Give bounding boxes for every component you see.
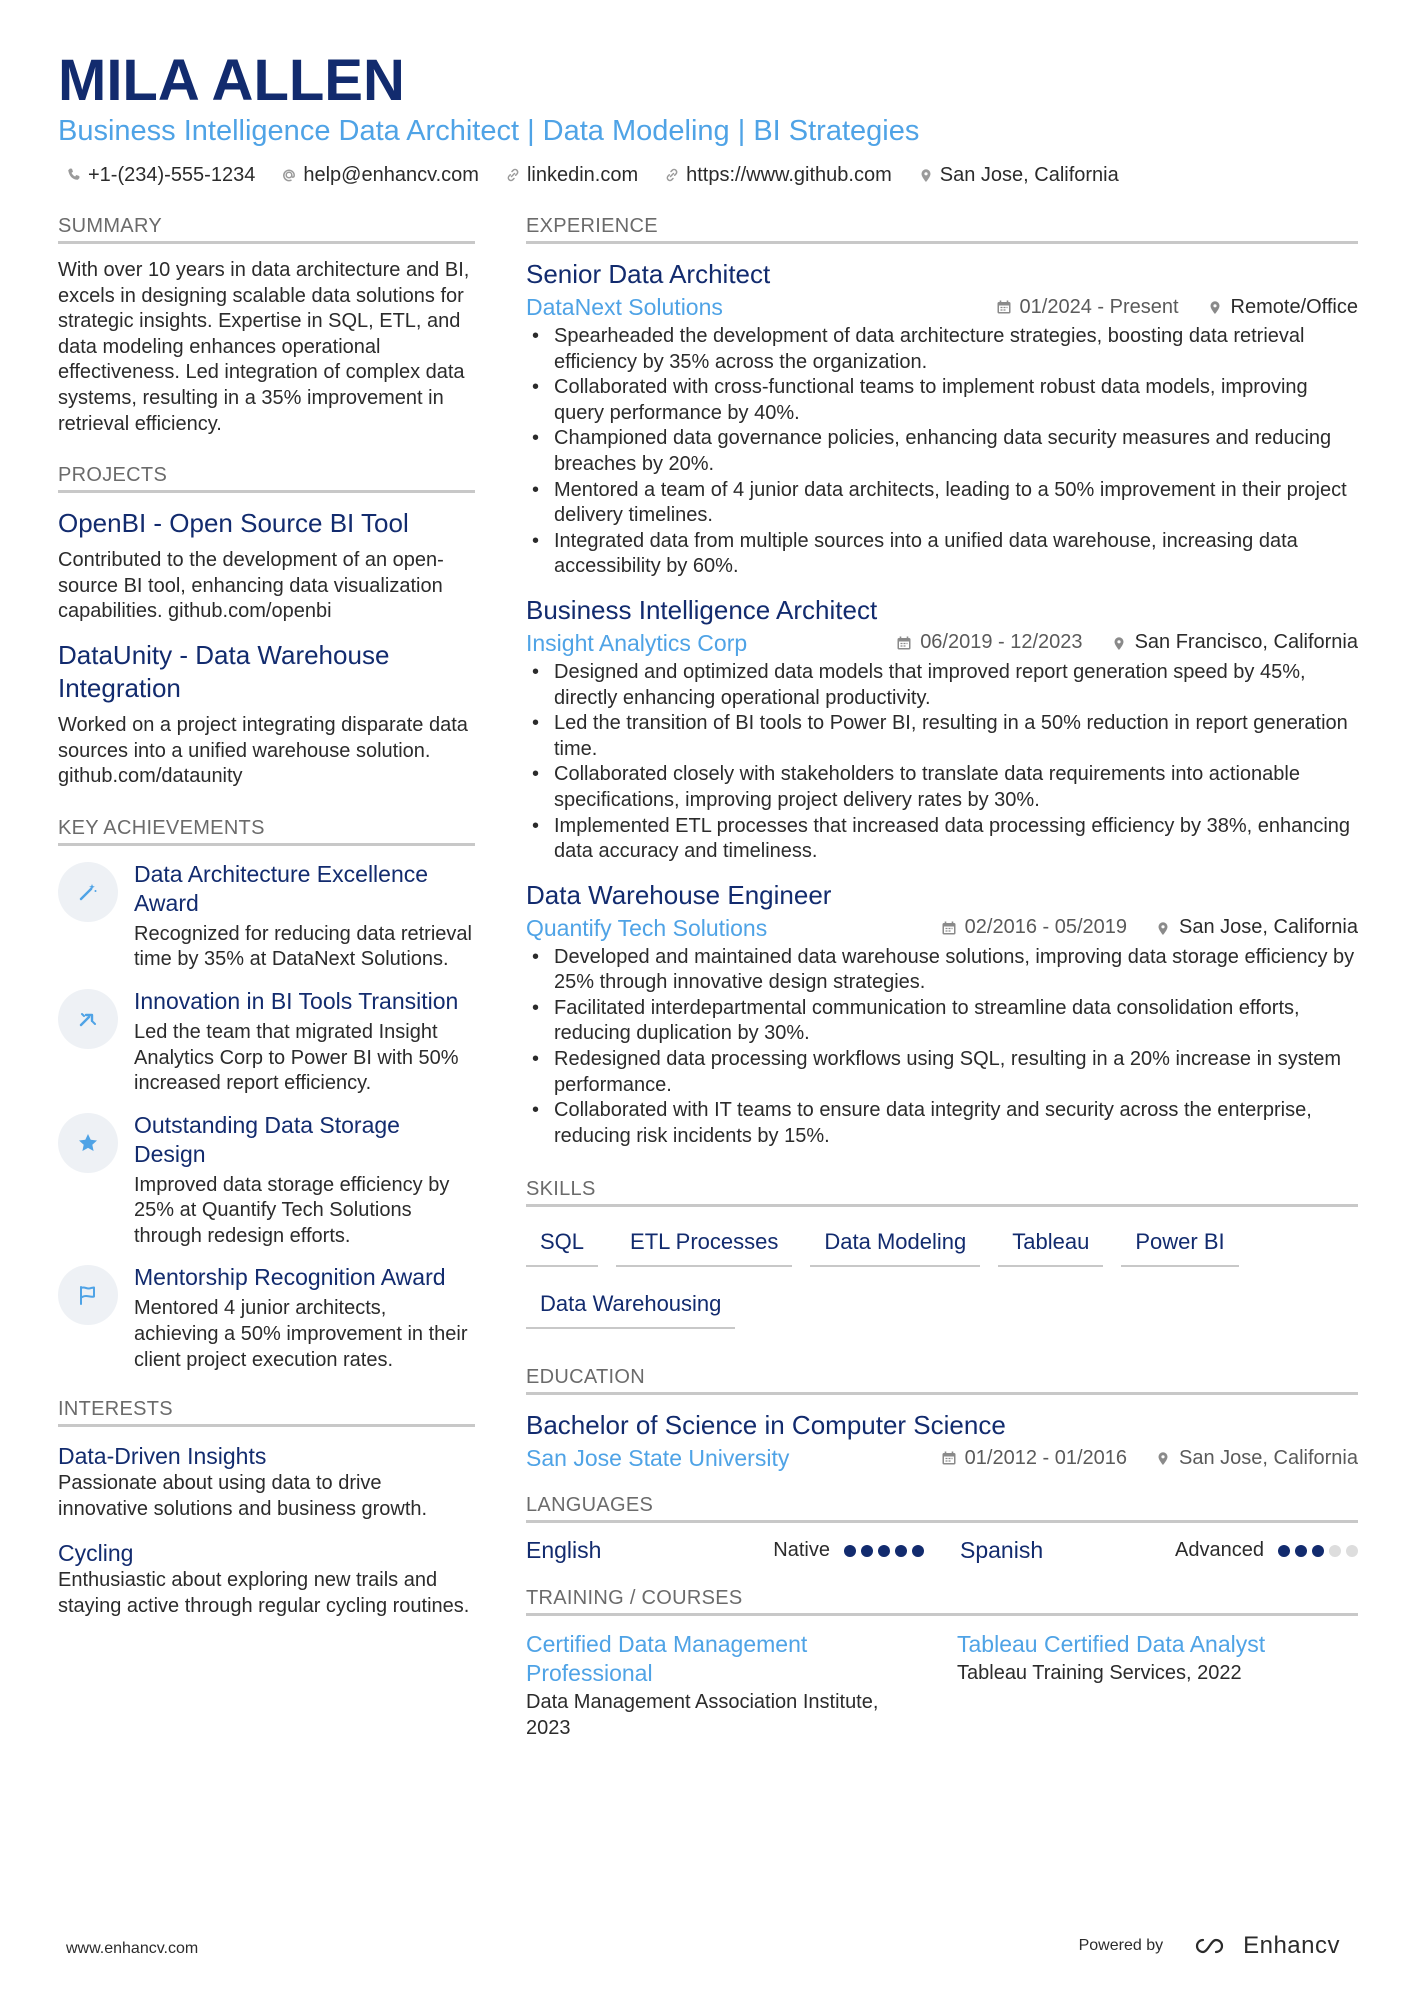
calendar-icon: [996, 299, 1012, 315]
project-description: Worked on a project integrating disparate data sources into a unified warehouse solution. github.com/dataunity: [58, 713, 468, 788]
project-description: Contributed to the development of an open-source BI tool, enhancing data visualization capabilities. github.com/openbi: [58, 549, 444, 623]
headline: Business Intelligence Data Architect | Data Modeling | BI Strategies: [58, 115, 920, 147]
job-company: Quantify Tech Solutions: [526, 914, 768, 941]
education-location-text: San Jose, California: [1179, 1446, 1358, 1469]
flag-icon: [76, 1283, 100, 1307]
achievement-icon-badge: [58, 862, 118, 922]
job-bullet: • Championed data governance policies, enhancing data security measures and reducing breaches by 20%.: [526, 426, 1358, 477]
job-location: [1111, 631, 1358, 654]
achievements-title: KEY ACHIEVEMENTS: [58, 814, 475, 846]
project-name: OpenBI - Open Source BI Tool: [58, 508, 409, 539]
rating-dot-filled: [1278, 1545, 1290, 1557]
achievement-name: Outstanding Data Storage Design: [134, 1111, 400, 1167]
job-dates: [941, 916, 1127, 939]
projects-title: PROJECTS: [58, 461, 475, 493]
education-school: San Jose State University: [526, 1445, 790, 1472]
skills-list: [526, 1221, 1358, 1329]
job-location-text: Remote/Office: [1230, 295, 1358, 318]
language-rating: [844, 1545, 924, 1557]
job-role: Data Warehouse Engineer: [526, 879, 832, 910]
language-item: [960, 1537, 1358, 1564]
interest-item: [58, 1538, 475, 1619]
footer-branding: [1079, 1932, 1340, 1960]
rating-dot-filled: [844, 1545, 856, 1557]
candidate-name: MILA ALLEN: [58, 48, 405, 113]
location-icon: [918, 167, 934, 183]
footer-website[interactable]: www.enhancv.com: [66, 1940, 199, 1957]
achievement-description: Improved data storage efficiency by 25% at Quantify Tech Solutions through redesign efforts.: [134, 1173, 450, 1247]
job-bullet: • Designed and optimized data models that improved report generation speed by 45%, directly enhancing operational productivity.: [526, 660, 1358, 711]
job-location-text: San Jose, California: [1179, 916, 1358, 939]
link-icon: [505, 167, 521, 183]
location-icon: [1155, 920, 1171, 936]
summary-title: SUMMARY: [58, 212, 475, 244]
job-dates-text: 01/2024 - Present: [1019, 295, 1179, 318]
course-provider: Tableau Training Services, 2022: [957, 1662, 1242, 1685]
contact-github-text: https://www.github.com: [686, 164, 892, 186]
interest-name: Data-Driven Insights: [58, 1443, 267, 1470]
skill-tag: ETL Processes: [616, 1221, 792, 1267]
calendar-icon: [941, 920, 957, 936]
contact-github[interactable]: [664, 160, 892, 190]
job-dates-text: 02/2016 - 05/2019: [964, 916, 1128, 939]
job-role: Senior Data Architect: [526, 259, 771, 289]
job-bullet: • Facilitated interdepartmental communication to streamline data consolidation efforts, reducing duplication by 30%.: [526, 996, 1358, 1047]
course-name: Certified Data Management Professional: [526, 1631, 808, 1687]
contact-location: [918, 160, 1119, 190]
language-level: Native: [773, 1539, 830, 1562]
contact-email[interactable]: [281, 160, 479, 190]
job-bullet: • Collaborated with cross-functional teams to implement robust data models, improving query performance by 40%.: [526, 375, 1358, 426]
course-item: [526, 1630, 927, 1741]
achievement-icon-badge: [58, 1113, 118, 1173]
job-dates: [896, 631, 1082, 654]
rating-dot-filled: [878, 1545, 890, 1557]
contact-linkedin[interactable]: [505, 160, 638, 190]
language-rating: [1278, 1545, 1358, 1557]
project-item: [58, 507, 475, 625]
rating-dot-filled: [895, 1545, 907, 1557]
summary-text: With over 10 years in data architecture and BI, excels in designing scalable data solutions for strategic insights. Expertise in SQL, ETL, and data modeling enhances operational effectiveness. Led integration of complex data systems, resulting in a 35% improvement in retrieval efficiency.: [58, 259, 470, 435]
star-icon: [76, 1131, 100, 1155]
job-role: Business Intelligence Architect: [526, 594, 878, 625]
phone-icon: [66, 167, 82, 183]
achievement-name: Data Architecture Excellence Award: [134, 860, 429, 916]
achievement-item: [58, 987, 475, 1097]
course-provider: Data Management Association Institute, 2023: [526, 1691, 879, 1740]
education-title: EDUCATION: [526, 1363, 1358, 1395]
interest-name: Cycling: [58, 1540, 134, 1567]
location-icon: [1155, 1450, 1171, 1466]
course-name: Tableau Certified Data Analyst: [957, 1631, 1266, 1658]
location-icon: [1207, 299, 1223, 315]
languages-title: LANGUAGES: [526, 1491, 1358, 1523]
job-bullet: • Redesigned data processing workflows using SQL, resulting in a 20% increase in system performance.: [526, 1047, 1358, 1098]
skill-tag: Data Modeling: [810, 1221, 980, 1267]
job-company: Insight Analytics Corp: [526, 629, 748, 656]
skill-tag: SQL: [526, 1221, 598, 1267]
job-location: [1155, 916, 1358, 939]
language-name: Spanish: [960, 1537, 1044, 1564]
rating-dot-filled: [1312, 1545, 1324, 1557]
wand-icon: [76, 880, 100, 904]
right-column: [526, 212, 1358, 1742]
rating-dot-filled: [912, 1545, 924, 1557]
job-bullet: • Developed and maintained data warehouse solutions, improving data storage efficiency by 25% through innovative design strategies.: [526, 945, 1358, 996]
education-dates-text: 01/2012 - 01/2016: [964, 1446, 1128, 1469]
courses-list: [526, 1630, 1358, 1741]
achievement-item: [58, 860, 475, 973]
interest-description: Passionate about using data to drive innovative solutions and business growth.: [58, 1472, 428, 1520]
job-company: DataNext Solutions: [526, 294, 723, 320]
experience-title: EXPERIENCE: [526, 212, 1358, 244]
brand-name: Enhancv: [1243, 1932, 1340, 1959]
achievement-description: Mentored 4 junior architects, achieving a 50% improvement in their client project execution rates.: [134, 1297, 468, 1371]
rating-dot-filled: [861, 1545, 873, 1557]
skills-title: SKILLS: [526, 1175, 1358, 1207]
rating-dot-empty: [1346, 1545, 1358, 1557]
calendar-icon: [896, 635, 912, 651]
achievement-name: Innovation in BI Tools Transition: [134, 987, 459, 1014]
transition-icon: [76, 1007, 100, 1031]
location-icon: [1111, 635, 1127, 651]
at-icon: [281, 167, 297, 183]
job-entry: [526, 879, 1358, 1150]
job-bullet: • Integrated data from multiple sources into a unified data warehouse, increasing data accessibility by 60%.: [526, 529, 1358, 580]
achievement-name: Mentorship Recognition Award: [134, 1264, 446, 1291]
education-degree: Bachelor of Science in Computer Science: [526, 1410, 1006, 1441]
education-location: [1155, 1447, 1358, 1470]
rating-dot-empty: [1329, 1545, 1341, 1557]
achievement-item: [58, 1111, 475, 1250]
contact-linkedin-text: linkedin.com: [526, 164, 639, 186]
job-location: [1207, 296, 1358, 319]
achievement-description: Recognized for reducing data retrieval time by 35% at DataNext Solutions.: [134, 922, 472, 971]
job-entry: [526, 594, 1358, 865]
job-bullet: • Implemented ETL processes that increased data processing efficiency by 38%, enhancing data accuracy and timeliness.: [526, 814, 1358, 865]
language-level: Advanced: [1175, 1539, 1264, 1562]
job-bullet: • Spearheaded the development of data architecture strategies, boosting data retrieval efficiency by 35% across the organization.: [526, 324, 1358, 375]
job-entry: [526, 258, 1358, 580]
languages-list: [526, 1537, 1358, 1564]
skill-tag: Power BI: [1121, 1221, 1238, 1267]
link-icon: [664, 167, 680, 183]
enhancv-logo-icon: [1189, 1935, 1229, 1957]
training-title: TRAINING / COURSES: [526, 1584, 1358, 1616]
interests-title: INTERESTS: [58, 1395, 475, 1427]
job-bullets: [526, 660, 1358, 865]
course-item: [957, 1630, 1358, 1741]
job-bullet: • Mentored a team of 4 junior data architects, leading to a 50% improvement in their project delivery timelines.: [526, 478, 1358, 529]
contact-phone[interactable]: [66, 160, 255, 190]
job-location-text: San Francisco, California: [1134, 631, 1358, 654]
job-bullet: • Collaborated closely with stakeholders to translate data requirements into actionable specifications, improving project delivery rates by 30%.: [526, 762, 1358, 813]
interest-description: Enthusiastic about exploring new trails and staying active through regular cycling routines.: [58, 1569, 470, 1618]
language-name: English: [526, 1537, 602, 1564]
contact-phone-text: +1-(234)-555-1234: [88, 164, 256, 186]
achievement-icon-badge: [58, 989, 118, 1049]
project-name: DataUnity - Data Warehouse Integration: [58, 639, 390, 703]
job-dates-text: 06/2019 - 12/2023: [920, 631, 1083, 654]
job-bullet: • Collaborated with IT teams to ensure data integrity and security across the enterprise, reducing risk incidents by 15%.: [526, 1098, 1358, 1149]
job-bullets: [526, 324, 1358, 580]
left-column: [58, 212, 475, 1636]
achievement-icon-badge: [58, 1265, 118, 1325]
education-dates: [941, 1447, 1127, 1470]
calendar-icon: [941, 1450, 957, 1466]
education-entry: [526, 1409, 1358, 1473]
job-dates: [996, 296, 1179, 319]
rating-dot-filled: [1295, 1545, 1307, 1557]
powered-by-label: Powered by: [1078, 1937, 1164, 1954]
skill-tag: Tableau: [998, 1221, 1103, 1267]
contact-bar: [66, 160, 1119, 190]
job-bullets: [526, 945, 1358, 1150]
contact-location-text: San Jose, California: [939, 164, 1119, 186]
achievement-item: [58, 1263, 475, 1373]
language-item: [526, 1537, 924, 1564]
interest-item: [58, 1441, 475, 1522]
skill-tag: Data Warehousing: [526, 1283, 735, 1329]
achievement-description: Led the team that migrated Insight Analytics Corp to Power BI with 50% increased report efficiency.: [134, 1020, 459, 1095]
project-item: [58, 639, 475, 790]
job-bullet: • Led the transition of BI tools to Power BI, resulting in a 50% reduction in report generation time.: [526, 711, 1358, 762]
contact-email-text: help@enhancv.com: [303, 164, 479, 186]
